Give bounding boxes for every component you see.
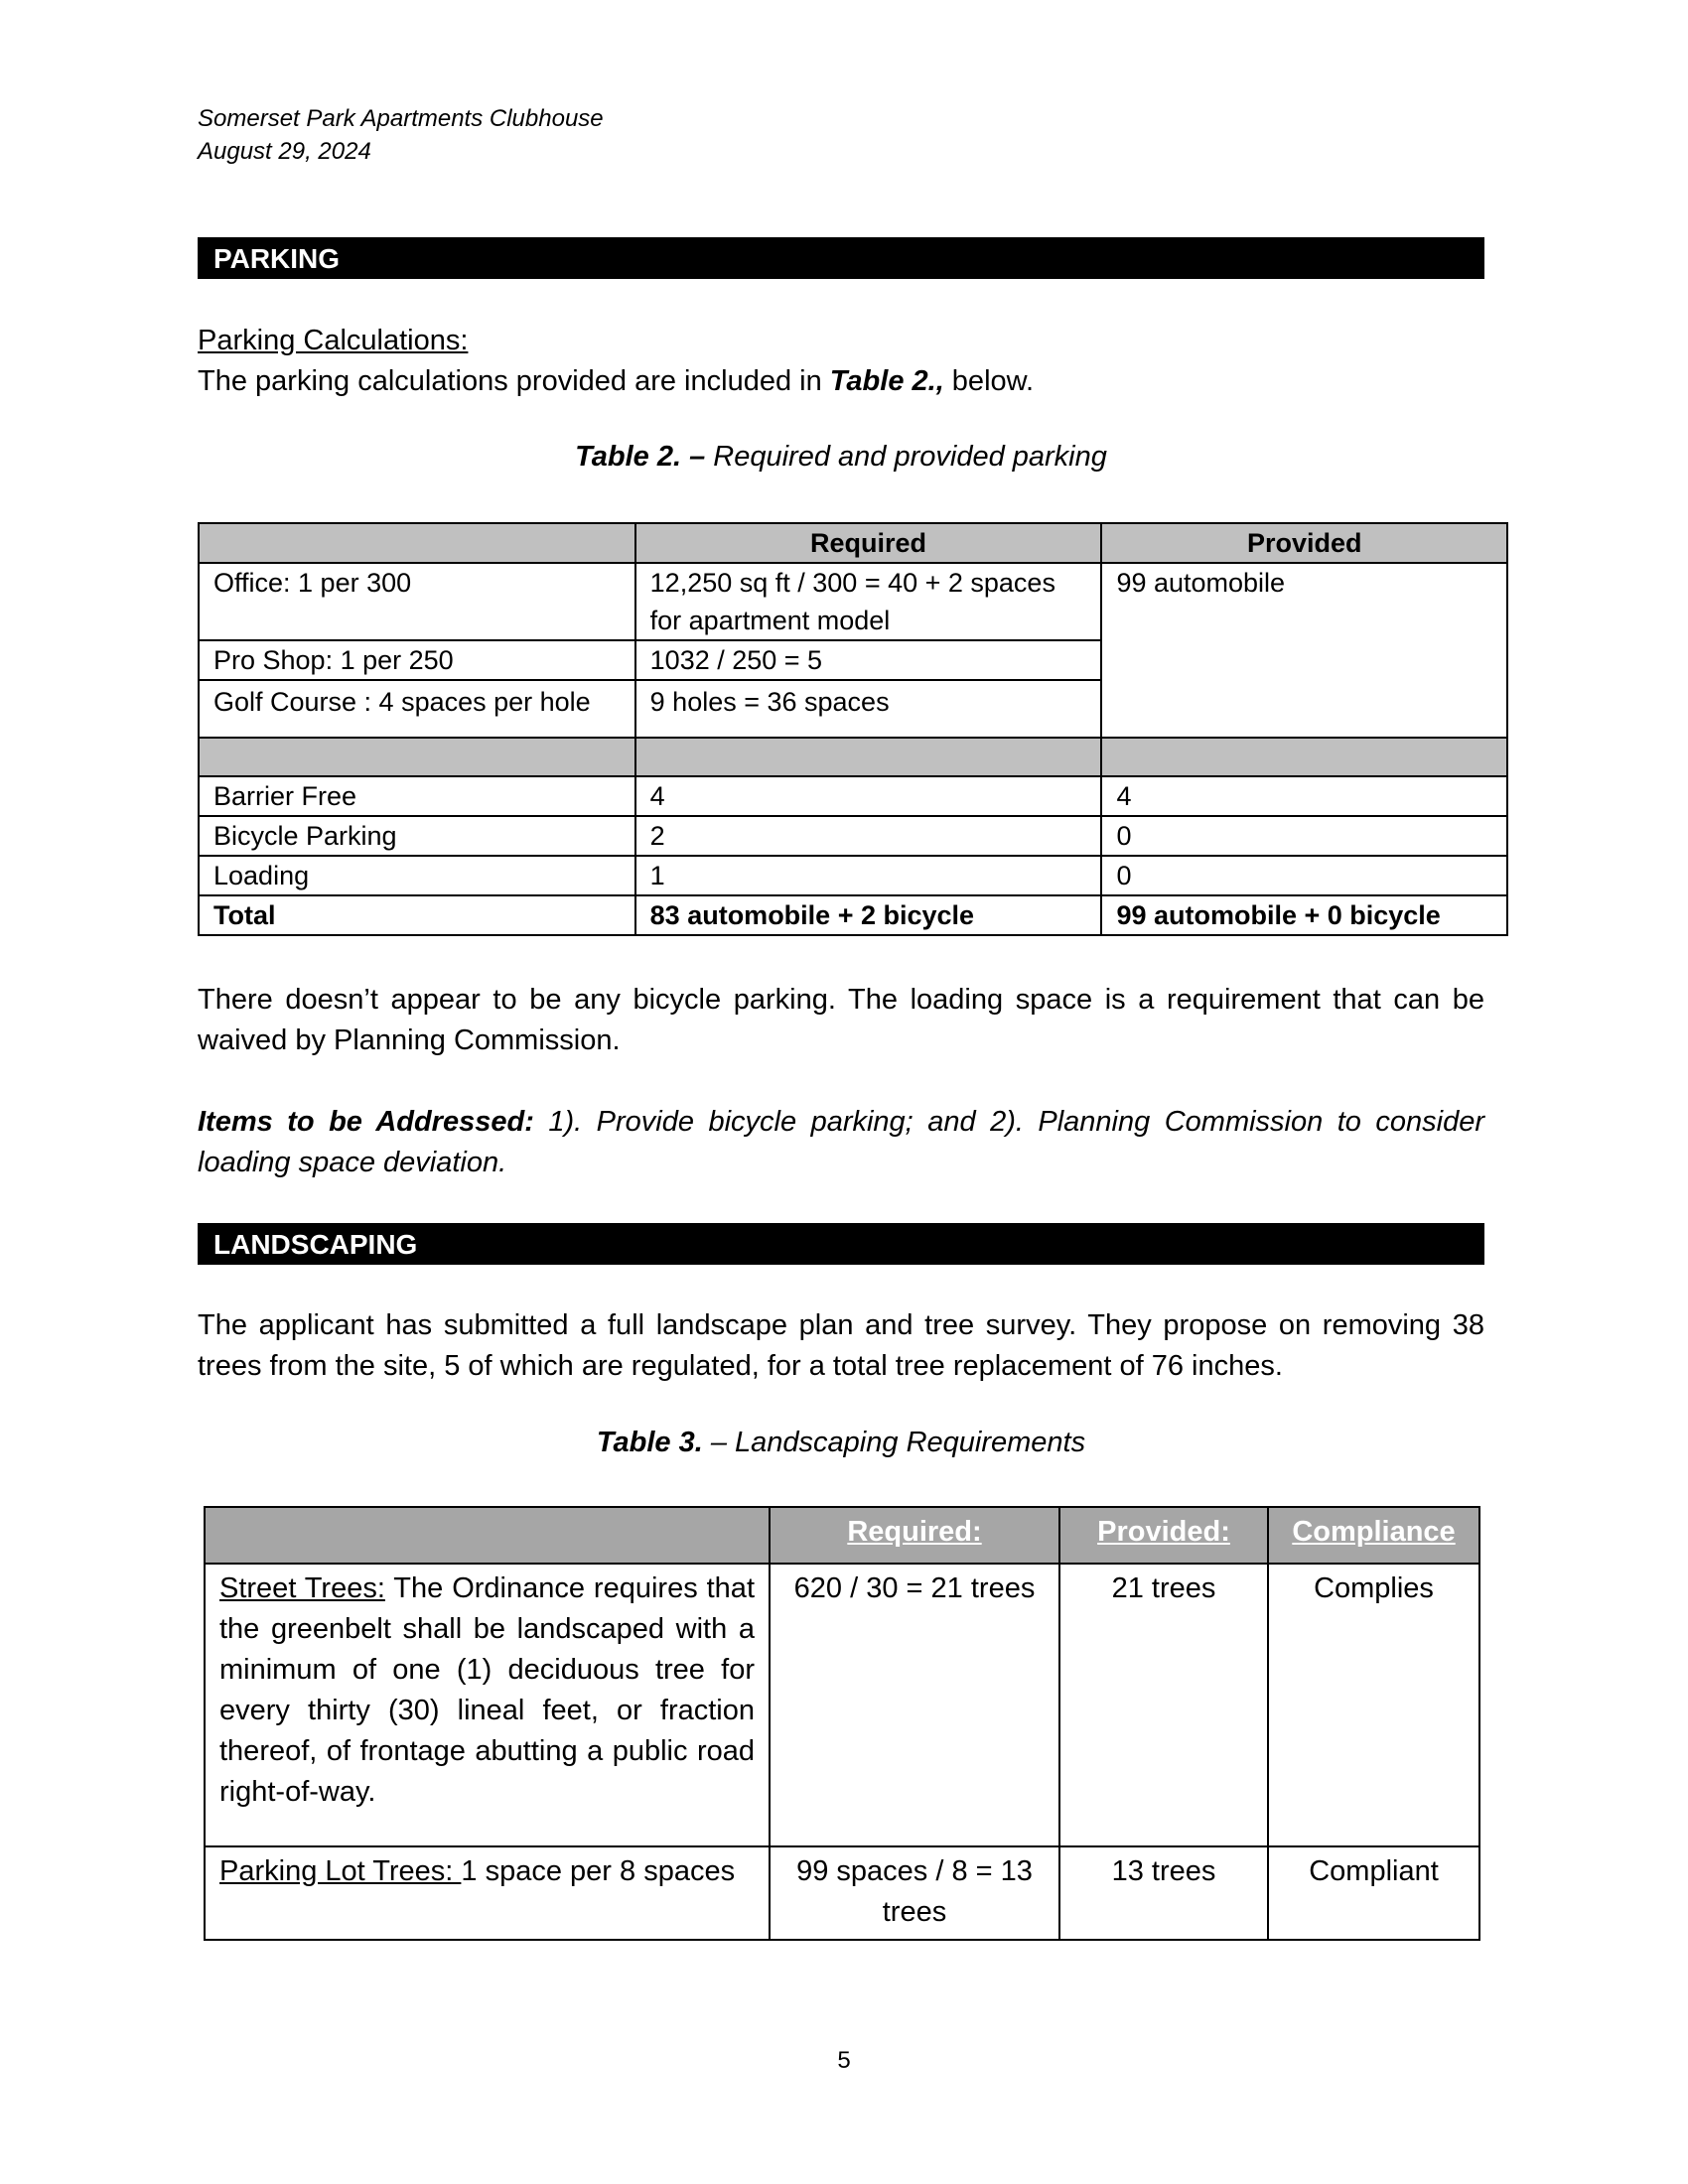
table-cell: Compliant	[1268, 1846, 1479, 1940]
header-project-name: Somerset Park Apartments Clubhouse	[198, 105, 604, 132]
table-spacer-row	[199, 738, 1507, 776]
section-heading-landscaping: LANDSCAPING	[198, 1223, 1484, 1265]
table-cell-provided-merged: 99 automobile	[1101, 563, 1507, 738]
table-cell: 4	[635, 776, 1102, 816]
table-cell: 21 trees	[1059, 1564, 1268, 1846]
table3-caption: Table 3. – Landscaping Requirements	[596, 1427, 1086, 1458]
table-cell: 1032 / 250 = 5	[635, 640, 1102, 680]
table-cell: Total	[199, 895, 635, 935]
table-header-cell	[199, 523, 635, 563]
parking-note: There doesn’t appear to be any bicycle parking. The loading space is a requirement that can be waived by Planning Commission.	[198, 984, 1484, 1056]
table-cell: 9 holes = 36 spaces	[635, 680, 1102, 738]
table-row	[199, 776, 1507, 816]
table-row	[199, 856, 1507, 895]
table-header-row	[205, 1507, 1479, 1564]
table-cell: 0	[1101, 856, 1507, 895]
table-cell: 620 / 30 = 21 trees	[770, 1564, 1059, 1846]
running-header	[198, 102, 604, 168]
table-cell: Barrier Free	[199, 776, 635, 816]
parking-table	[198, 522, 1508, 936]
table-cell: 1	[635, 856, 1102, 895]
table-row	[199, 563, 1507, 640]
table-cell: Golf Course : 4 spaces per hole	[199, 680, 635, 738]
table-cell: 99 automobile + 0 bicycle	[1101, 895, 1507, 935]
table-cell: 4	[1101, 776, 1507, 816]
parking-intro-sentence: The parking calculations provided are included in Table 2., below.	[198, 365, 1035, 397]
parking-items-to-address: Items to be Addressed: 1). Provide bicycle parking; and 2). Planning Commission to consider loading space deviation.	[198, 1106, 1484, 1178]
table-cell: 13 trees	[1059, 1846, 1268, 1940]
table-cell: Pro Shop: 1 per 250	[199, 640, 635, 680]
table-header-row	[199, 523, 1507, 563]
table-cell: Loading	[199, 856, 635, 895]
table-row	[199, 816, 1507, 856]
table-cell	[635, 738, 1102, 776]
landscaping-table	[204, 1506, 1480, 1941]
table-cell: 83 automobile + 2 bicycle	[635, 895, 1102, 935]
table-cell: 2	[635, 816, 1102, 856]
table-cell: Complies	[1268, 1564, 1479, 1846]
page-number: 5	[837, 2047, 851, 2074]
table-header-cell: Compliance	[1268, 1507, 1479, 1564]
table2-caption: Table 2. – Required and provided parking	[575, 441, 1107, 473]
table-header-cell: Required	[635, 523, 1102, 563]
table-total-row	[199, 895, 1507, 935]
table-cell: Bicycle Parking	[199, 816, 635, 856]
parking-intro	[198, 321, 1484, 402]
table-cell: 12,250 sq ft / 300 = 40 + 2 spaces for apartment model	[635, 563, 1102, 640]
table-cell: Parking Lot Trees: 1 space per 8 spaces	[205, 1846, 770, 1940]
header-date: August 29, 2024	[198, 138, 371, 165]
table-header-cell	[205, 1507, 770, 1564]
table-cell: Street Trees: The Ordinance requires that the greenbelt shall be landscaped with a minimum of one (1) deciduous tree for every thirty (30) lineal feet, or fraction thereof, of frontage abutting a public road right-of-way.	[205, 1564, 770, 1846]
table-cell: Office: 1 per 300	[199, 563, 635, 640]
table-cell: 99 spaces / 8 = 13 trees	[770, 1846, 1059, 1940]
table-header-cell: Required:	[770, 1507, 1059, 1564]
table-cell	[199, 738, 635, 776]
table-header-cell: Provided	[1101, 523, 1507, 563]
table-header-cell: Provided:	[1059, 1507, 1268, 1564]
table-row	[205, 1846, 1479, 1940]
table-cell	[1101, 738, 1507, 776]
section-heading-parking: PARKING	[198, 237, 1484, 279]
table-cell: 0	[1101, 816, 1507, 856]
table-row	[205, 1564, 1479, 1846]
parking-calc-heading: Parking Calculations:	[198, 325, 469, 356]
landscaping-intro: The applicant has submitted a full landscape plan and tree survey. They propose on removing 38 trees from the site, 5 of which are regulated, for a total tree replacement of 76 inches.	[198, 1309, 1484, 1382]
